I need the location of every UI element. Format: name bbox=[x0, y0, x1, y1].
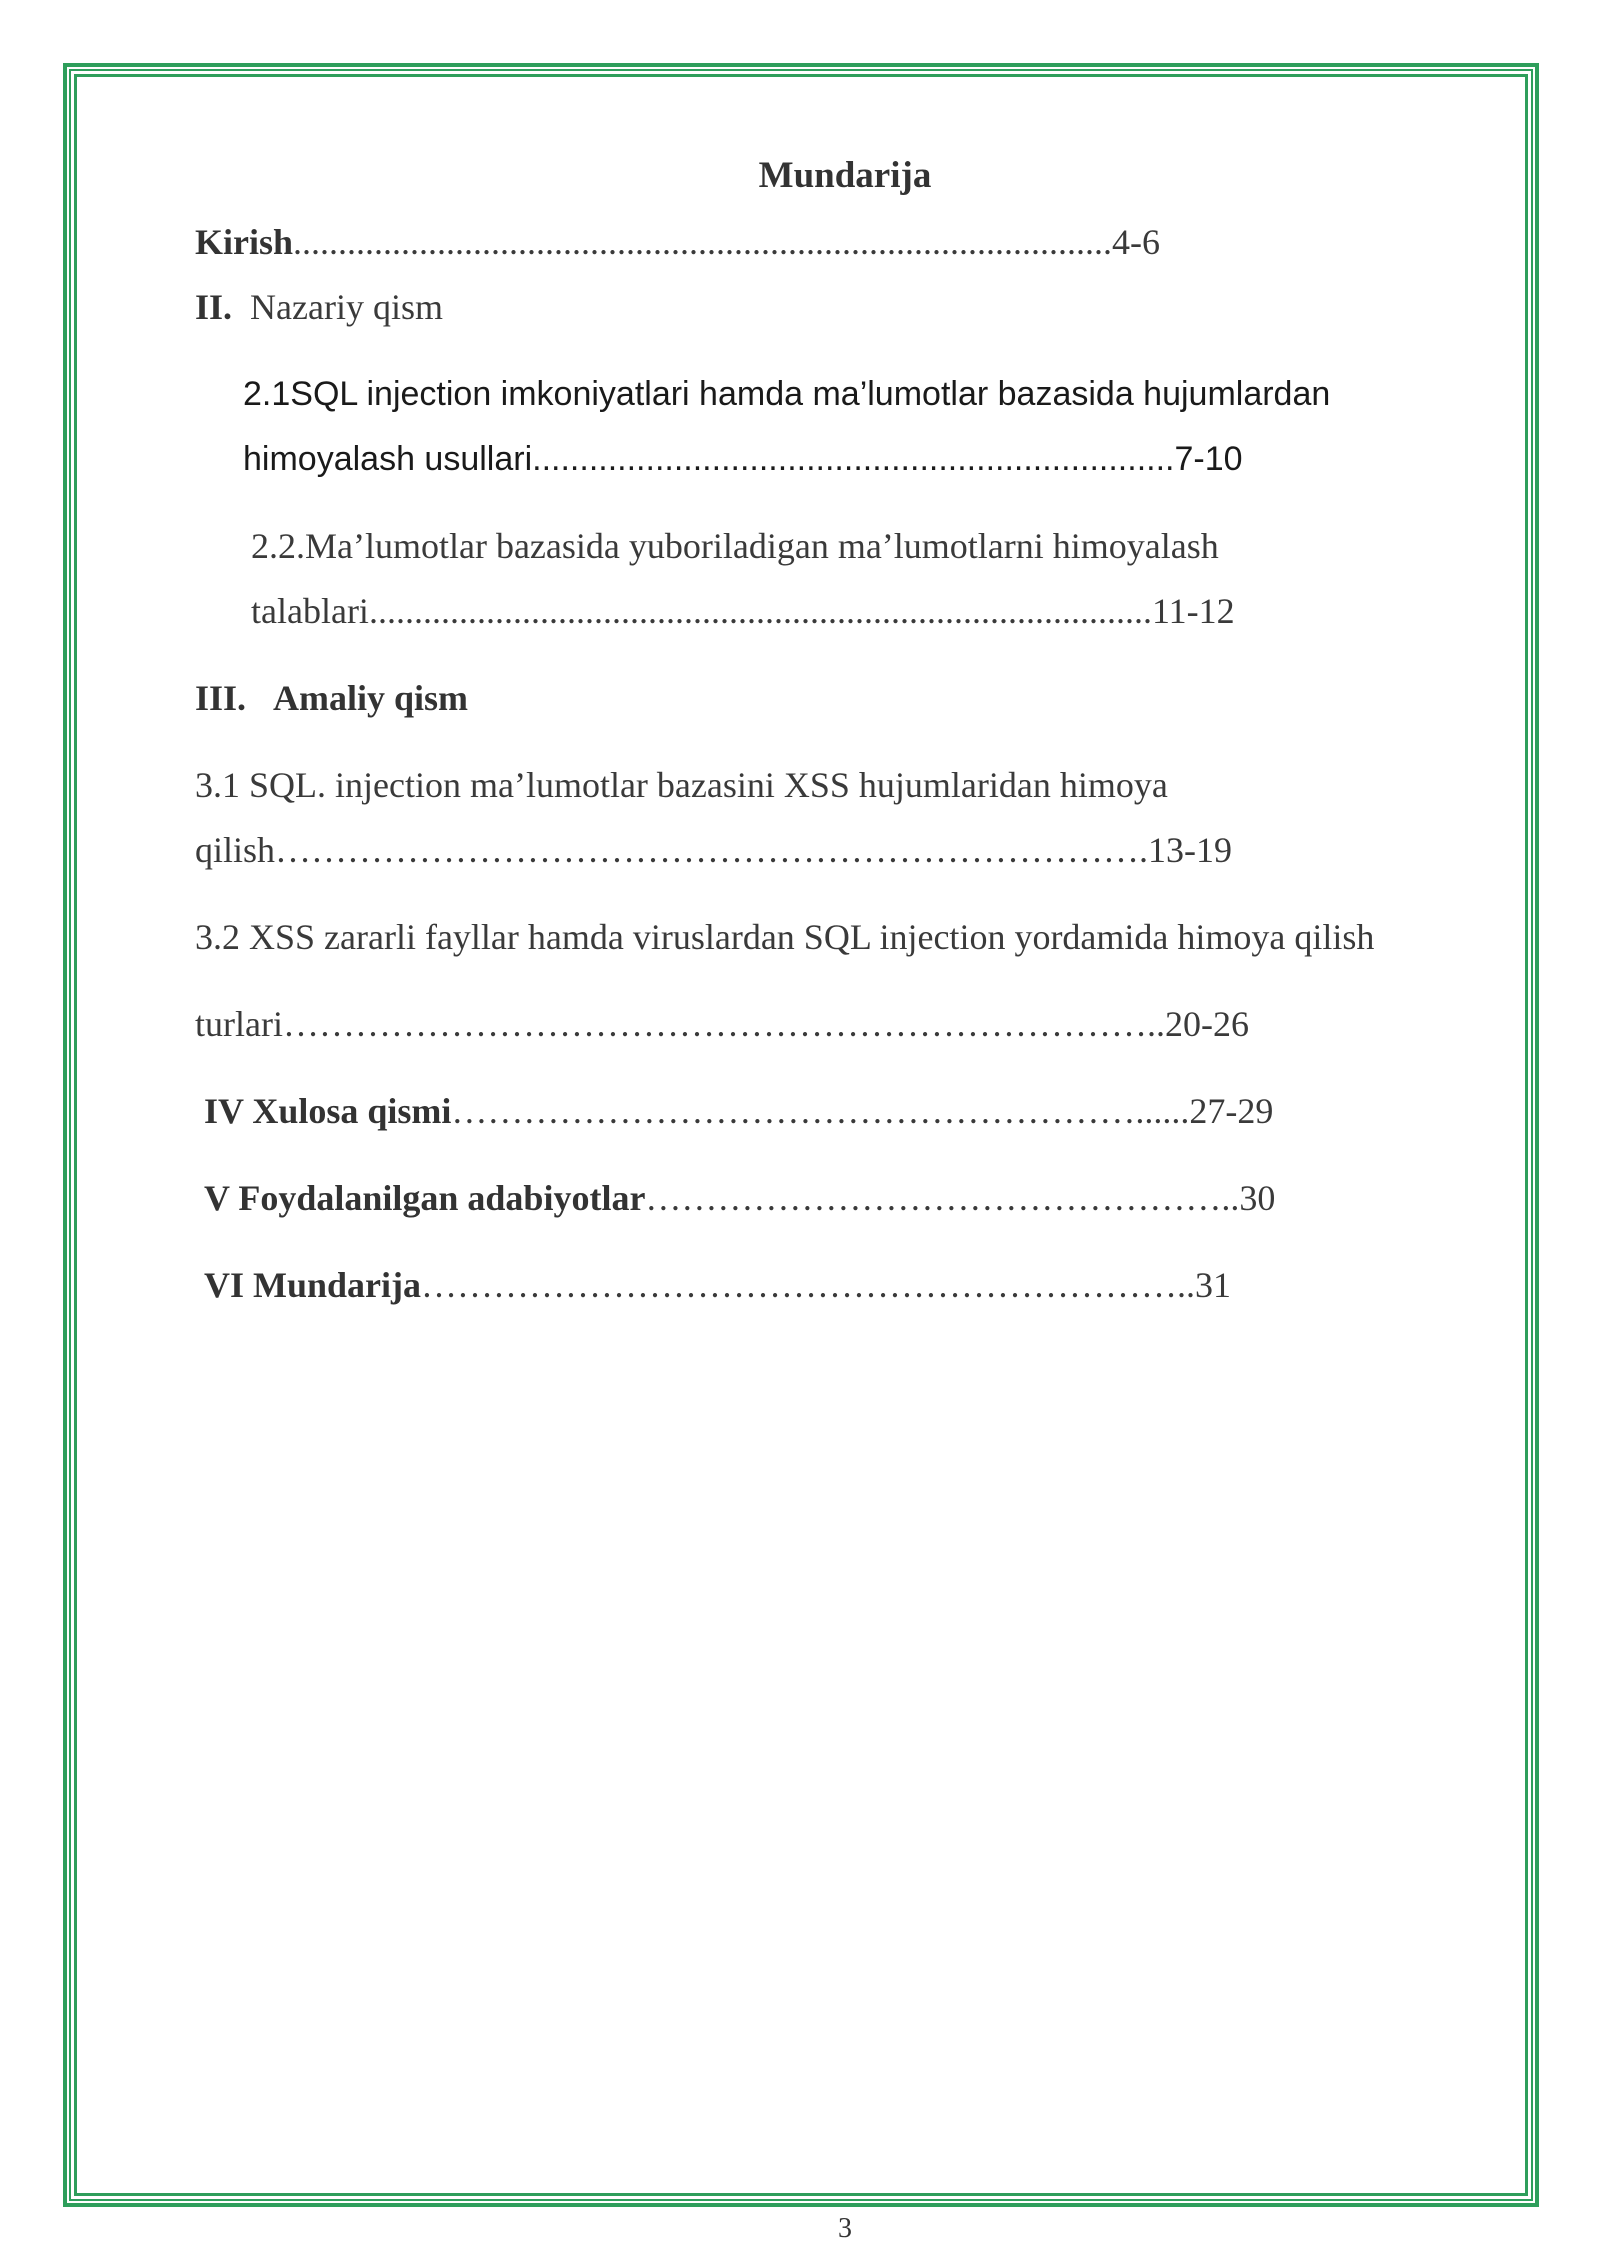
toc-leader-dots: ……………………………………………………………….. bbox=[282, 1004, 1165, 1044]
toc-page-range: 13-19 bbox=[1148, 830, 1233, 870]
toc-entry-2-2-line1: 2.2.Ma’lumotlar bazasida yuboriladigan ma’lumotlarni himoyalash bbox=[251, 526, 1219, 566]
toc-entry-part2 bbox=[195, 287, 443, 327]
page-number: 3 bbox=[838, 2213, 852, 2244]
toc-entry-label: Amaliy qism bbox=[273, 678, 469, 718]
toc-page-range: 4-6 bbox=[1112, 222, 1161, 262]
toc-entry-kirish bbox=[195, 222, 1160, 262]
toc-page-range: 31 bbox=[1195, 1265, 1232, 1305]
toc-entry-3-1-line2 bbox=[195, 830, 1232, 870]
toc-entry-label: qilish bbox=[195, 830, 276, 870]
toc-leader-dots: ………………………………………….. bbox=[645, 1178, 1240, 1218]
toc-entry-label: Kirish bbox=[195, 222, 294, 262]
toc-page-range: 11-12 bbox=[1151, 591, 1235, 631]
toc-page-range: 30 bbox=[1239, 1178, 1276, 1218]
toc-leader-dots: .................................................................... bbox=[532, 440, 1175, 478]
toc-page-range: 27-29 bbox=[1189, 1091, 1274, 1131]
toc-entry-label: VI Mundarija bbox=[204, 1265, 422, 1305]
toc-entry-label: Nazariy qism bbox=[250, 287, 443, 327]
toc-entry-label: himoyalash usullari bbox=[243, 440, 533, 478]
toc-leader-dots: ........................................................................................... bbox=[293, 222, 1113, 262]
toc-entry-3-2-line1: 3.2 XSS zararli fayllar hamda viruslardan SQL injection yordamida himoya qilish bbox=[195, 917, 1375, 957]
toc-leader-dots: …………………………………………………...... bbox=[451, 1091, 1190, 1131]
toc-leader-dots: ……………………………………………………….. bbox=[421, 1265, 1196, 1305]
toc-entry-label: IV Xulosa qismi bbox=[204, 1091, 452, 1131]
toc-entry-2-1-line1: 2.1SQL injection imkoniyatlari hamda ma’lumotlar bazasida hujumlardan bbox=[243, 375, 1331, 413]
toc-page-range: 7-10 bbox=[1174, 440, 1243, 478]
toc-leader-dots: ………………………………………………………………. bbox=[275, 830, 1149, 870]
toc-entry-label: V Foydalanilgan adabiyotlar bbox=[204, 1178, 646, 1218]
toc-part-number: II. bbox=[195, 287, 233, 327]
toc-title: Mundarija bbox=[758, 155, 932, 196]
toc-entry-2-2-line2 bbox=[251, 591, 1235, 631]
toc-entry-2-1-line2 bbox=[243, 439, 1243, 479]
toc-entry-part6 bbox=[204, 1265, 1231, 1305]
toc-part-number: III. bbox=[195, 678, 247, 718]
toc-entry-part5 bbox=[204, 1178, 1275, 1218]
toc-page-range: 20-26 bbox=[1164, 1004, 1249, 1044]
toc-entry-3-2-line2 bbox=[195, 1004, 1249, 1044]
toc-entry-label: talablari bbox=[251, 591, 369, 631]
toc-entry-label: turlari bbox=[195, 1004, 283, 1044]
toc-leader-dots: ....................................................................................... bbox=[368, 591, 1152, 631]
toc-entry-part3 bbox=[195, 678, 468, 718]
toc-entry-part4 bbox=[204, 1091, 1273, 1131]
toc-entry-3-1-line1: 3.1 SQL. injection ma’lumotlar bazasini XSS hujumlaridan himoya bbox=[195, 765, 1168, 805]
